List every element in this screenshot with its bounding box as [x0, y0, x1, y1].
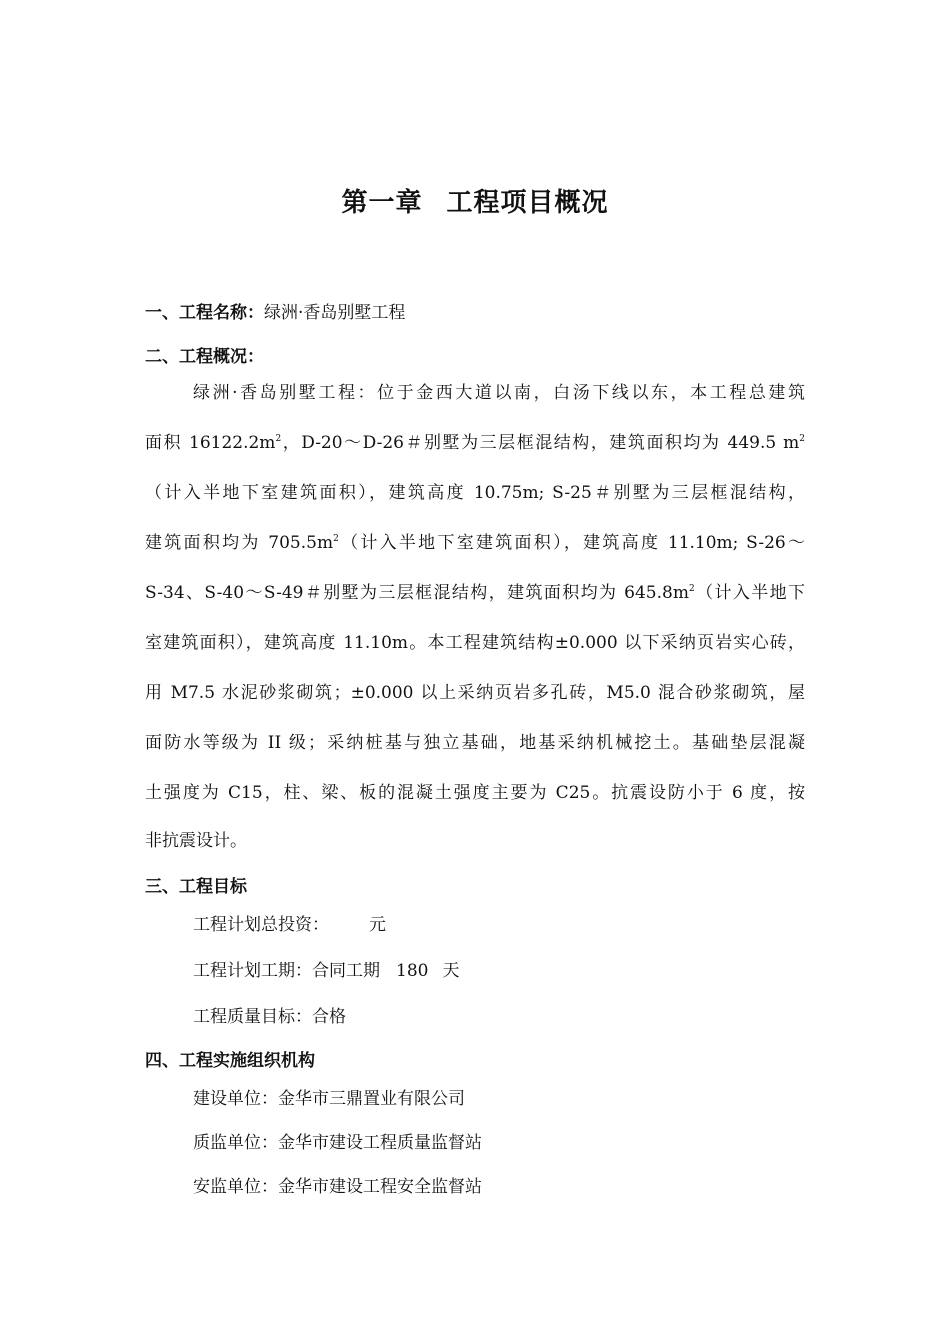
project-name-value: 绿洲·香岛别墅工程 [264, 303, 406, 323]
investment-unit: 元 [369, 915, 386, 935]
chapter-number: 第一章 [341, 188, 423, 218]
overview-line: 面防水等级为 II 级；采纳桩基与独立基础，地基采纳机械挖土。基础垫层混凝 [145, 733, 805, 753]
organization-item: 安监单位：金华市建设工程安全监督站 [193, 1177, 482, 1197]
duration-label: 工程计划工期：合同工期 [193, 961, 380, 981]
overview-line: 室建筑面积），建筑高度 11.10m。本工程建筑结构±0.000 以下采纳页岩实心砖， [145, 633, 805, 653]
section-organization-heading: 四、工程实施组织机构 [145, 1051, 315, 1071]
section-goals-heading: 三、工程目标 [145, 877, 247, 897]
section-project-name [145, 298, 405, 323]
overview-line: 建筑面积均为 $705.5m^2$（计入半地下室建筑面积），建筑高度 11.10m; S-26～ [145, 533, 805, 553]
overview-line: S-34、S-40～S-49＃别墅为三层框混结构，建筑面积均为 $645.8m^2$（计入半地下 [145, 583, 806, 603]
organization-item: 建设单位：金华市三鼎置业有限公司 [193, 1089, 465, 1109]
quality-line: 工程质量目标：合格 [193, 1007, 346, 1027]
duration-value: 180 [396, 961, 429, 981]
overview-line: 非抗震设计。 [145, 831, 247, 851]
investment-line [193, 910, 386, 935]
chapter-name: 工程项目概况 [446, 188, 609, 218]
duration-unit: 天 [442, 961, 460, 981]
section-overview-heading: 二、工程概况： [145, 347, 264, 367]
duration-line [193, 956, 459, 981]
organization-item: 质监单位：金华市建设工程质量监督站 [193, 1133, 482, 1153]
overview-line: （计入半地下室建筑面积），建筑高度 10.75m; S-25＃别墅为三层框混结构， [145, 483, 805, 503]
overview-line: 土强度为 C15，柱、梁、板的混凝土强度主要为 C25。抗震设防小于 6 度，按 [145, 783, 805, 803]
overview-line: 绿洲·香岛别墅工程：位于金西大道以南，白汤下线以东，本工程总建筑 [193, 383, 805, 403]
investment-label: 工程计划总投资： [193, 915, 329, 935]
section-heading: 一、工程名称： [145, 303, 264, 323]
chapter-title [0, 182, 950, 219]
overview-line: 用 M7.5 水泥砂浆砌筑；±0.000 以上采纳页岩多孔砖，M5.0 混合砂浆砌筑，屋 [145, 683, 805, 703]
overview-line: 面积 $16122.2m^2$，D-20～D-26＃别墅为三层框混结构，建筑面积均为 449.5 $m^2$ [145, 433, 805, 453]
